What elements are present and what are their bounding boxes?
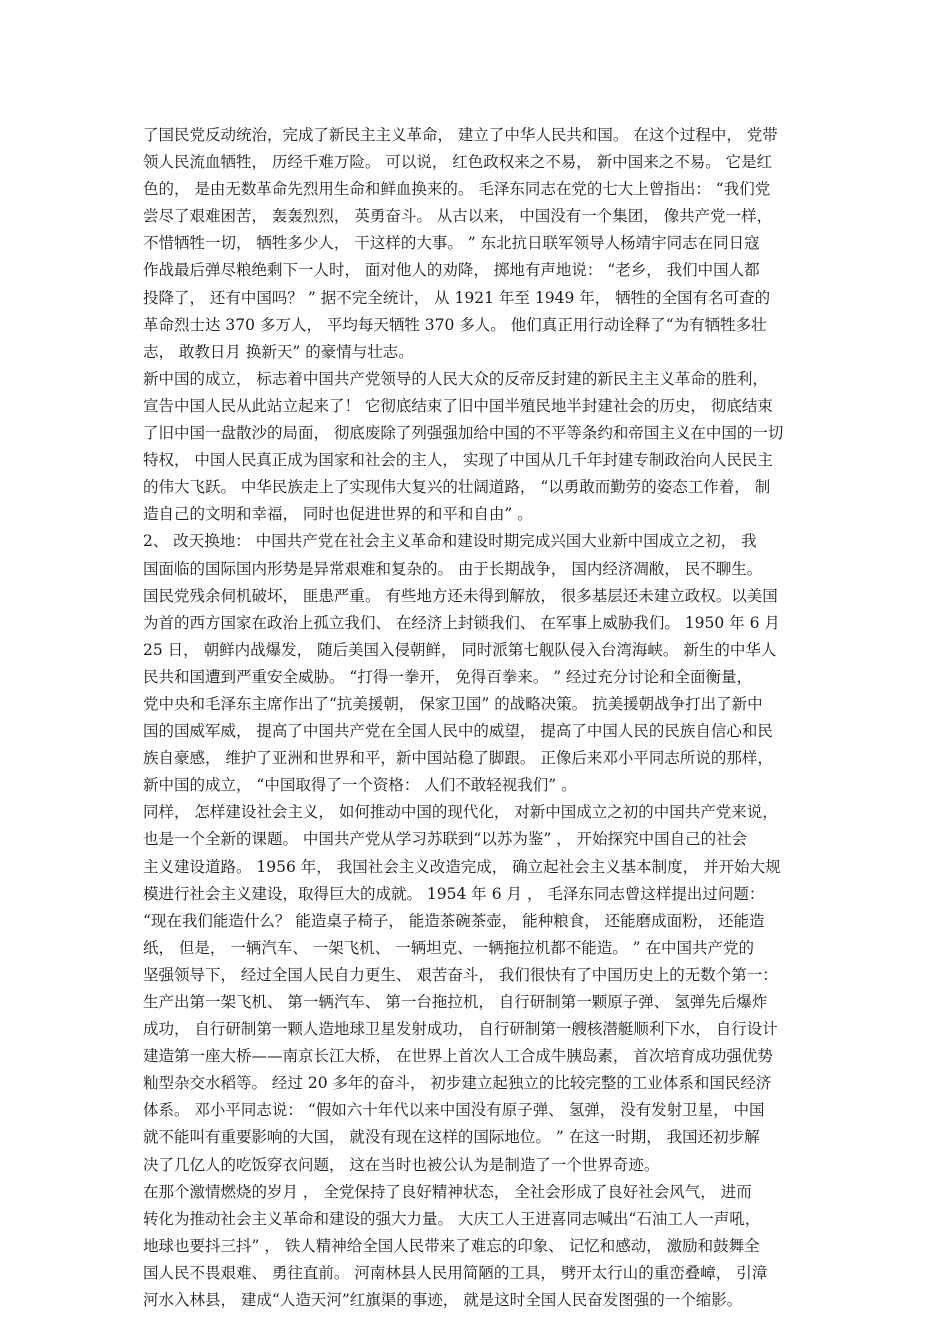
text-line: 国人民不畏艰难、 勇往直前。 河南林县人民用简陋的工具， 劈开太行山的重峦叠嶂， 引漳 [143,1263,768,1282]
text-line: 决了几亿人的吃饭穿衣问题， 这在当时也被公认为是制造了一个世界奇迹。 [143,1155,660,1174]
document-body [143,122,811,1314]
text-line: 色的， 是由无数革命先烈用生命和鲜血换来的。 毛泽东同志在党的七大上曾指出： “我们党 [143,180,771,199]
text-line: 生产出第一架飞机、 第一辆汽车、 第一台拖拉机， 自行研制第一颗原子弹、 氢弹先后爆炸 [143,993,768,1011]
text-line: 投降了， 还有中国吗？ ” 据不完全统计， 从 1921 年至 1949 年， 牺牲的全国有名可查的 [143,288,771,307]
text-line: 国的国威军威， 提高了中国共产党在全国人民中的威望， 提高了中国人民的民族自信心和民 [143,722,773,741]
text-line: 体系。 邓小平同志说： “假如六十年代以来中国没有原子弹、 氢弹， 没有发射卫星， 中国 [143,1101,765,1120]
text-line: 为首的西方国家在政治上孤立我们、 在经济上封锁我们、 在军事上威胁我们。 1950 年 6 月 [143,613,780,632]
text-line: 模进行社会主义建设，取得巨大的成就。 1954 年 6 月 ， 毛泽东同志曾这样提出过问题： [143,884,765,903]
text-line: 就不能叫有重要影响的大国， 就没有现在这样的国际地位。 ” 在这一时期， 我国还初步解 [143,1128,760,1147]
text-line: 领人民流血牺牲， 历经千难万险。 可以说， 红色政权来之不易， 新中国来之不易。 它是红 [143,153,773,172]
text-line: 族自豪感， 维护了亚洲和世界和平，新中国站稳了脚跟。 正像后来邓小平同志所说的那样， [143,749,773,768]
text-line: 籼型杂交水稻等。 经过 20 多年的奋斗， 初步建立起独立的比较完整的工业体系和国民经济 [143,1074,772,1093]
text-line: 建造第一座大桥——南京长江大桥， 在世界上首次人工合成牛胰岛素， 首次培育成功强优势 [143,1047,773,1066]
text-line: 河水入林县， 建成“人造天河”红旗渠的事迹， 就是这时全国人民奋发图强的一个缩影。 [143,1291,743,1310]
text-line: 坚强领导下， 经过全国人民自力更生、 艰苦奋斗， 我们很快有了中国历史上的无数个第一： [143,965,778,984]
text-line: 不惜牺牲一切， 牺牲多少人， 干这样的大事。 ” 东北抗日联军领导人杨靖宇同志在同日寇 [143,234,760,253]
text-line: 国面临的国际国内形势是异常艰难和复杂的。 由于长期战争， 国内经济凋敝， 民不聊生。 [143,559,763,578]
text-line: 也是一个全新的课题。 中国共产党从学习苏联到“以苏为鉴” ， 开始探究中国自己的社会 [143,830,748,849]
text-line: 同样， 怎样建设社会主义， 如何推动中国的现代化， 对新中国成立之初的中国共产党来说， [143,803,778,822]
text-line: 党中央和毛泽东主席作出了“抗美援朝， 保家卫国” 的战略决策。 抗美援朝战争打出了新中 [143,694,763,713]
text-line: 新中国的成立， 标志着中国共产党领导的人民大众的反帝反封建的新民主主义革命的胜利， [143,369,768,388]
text-line: 志， 敢教日月 换新天” 的豪情与壮志。 [143,342,414,361]
text-line: 成功， 自行研制第一颗人造地球卫星发射成功， 自行研制第一艘核潜艇顺利下水， 自行设计 [143,1020,778,1039]
text-line: 尝尽了艰难困苦， 轰轰烈烈， 英勇奋斗。 从古以来， 中国没有一个集团， 像共产党一样， [143,207,773,226]
text-line: “现在我们能造什么？ 能造桌子椅子， 能造茶碗茶壶， 能种粮食， 还能磨成面粉， 还能造 [143,911,765,930]
text-line: 作战最后弹尽粮绝剩下一人时， 面对他人的劝降， 掷地有声地说： “老乡， 我们中国人都 [143,261,760,280]
text-line: 2、 改天换地： 中国共产党在社会主义革命和建设时期完成兴国大业新中国成立之初， 我 [143,532,757,551]
text-line: 了国民党反动统治，完成了新民主主义革命， 建立了中华人民共和国。 在这个过程中， 党带 [143,126,778,144]
text-line: 25 日， 朝鲜内战爆发， 随后美国入侵朝鲜， 同时派第七舰队侵入台湾海峡。 新生的中华人 [143,640,777,659]
text-line: 革命烈士达 370 多万人， 平均每天牺牲 370 多人。 他们真正用行动诠释了“为有牺牲多壮 [143,315,767,334]
text-line: 纸， 但是， 一辆汽车、 一架飞机、 一辆坦克、一辆拖拉机都不能造。 ” 在中国共产党的 [143,938,754,957]
text-line: 转化为推动社会主义革命和建设的强大力量。 大庆工人王进喜同志喊出“石油工人一声吼， [143,1209,761,1228]
text-line: 地球也要抖三抖” ， 铁人精神给全国人民带来了难忘的印象、 记忆和感动， 激励和鼓舞全 [143,1236,760,1255]
text-line: 民共和国遭到严重安全威胁。 “打得一拳开， 免得百拳来。 ” 经过充分讨论和全面衡量， [143,667,753,686]
text-line: 了旧中国一盘散沙的局面， 彻底废除了列强强加给中国的不平等条约和帝国主义在中国的一切 [143,424,784,443]
text-line: 造自己的文明和幸福， 同时也促进世界的和平和自由” 。 [143,505,533,524]
text-line: 国民党残余伺机破坏， 匪患严重。 有些地方还未得到解放， 很多基层还未建立政权。以美国 [143,586,778,605]
text-line: 特权， 中国人民真正成为国家和社会的主人， 实现了中国从几千年封建专制政治向人民民主 [143,451,773,470]
text-line: 主义建设道路。 1956 年， 我国社会主义改造完成， 确立起社会主义基本制度， 并开始大规 [143,857,781,876]
text-line: 在那个激情燃烧的岁月 ， 全党保持了良好精神状态， 全社会形成了良好社会风气， 进而 [143,1182,752,1201]
text-line: 新中国的成立， “中国取得了一个资格： 人们不敢轻视我们” 。 [143,776,577,795]
text-line: 的伟大飞跃。 中华民族走上了实现伟大复兴的壮阔道路， “以勇敢而勤劳的姿态工作着， 制 [143,478,771,497]
text-line: 宣告中国人民从此站立起来了！ 它彻底结束了旧中国半殖民地半封建社会的历史， 彻底结束 [143,396,773,415]
